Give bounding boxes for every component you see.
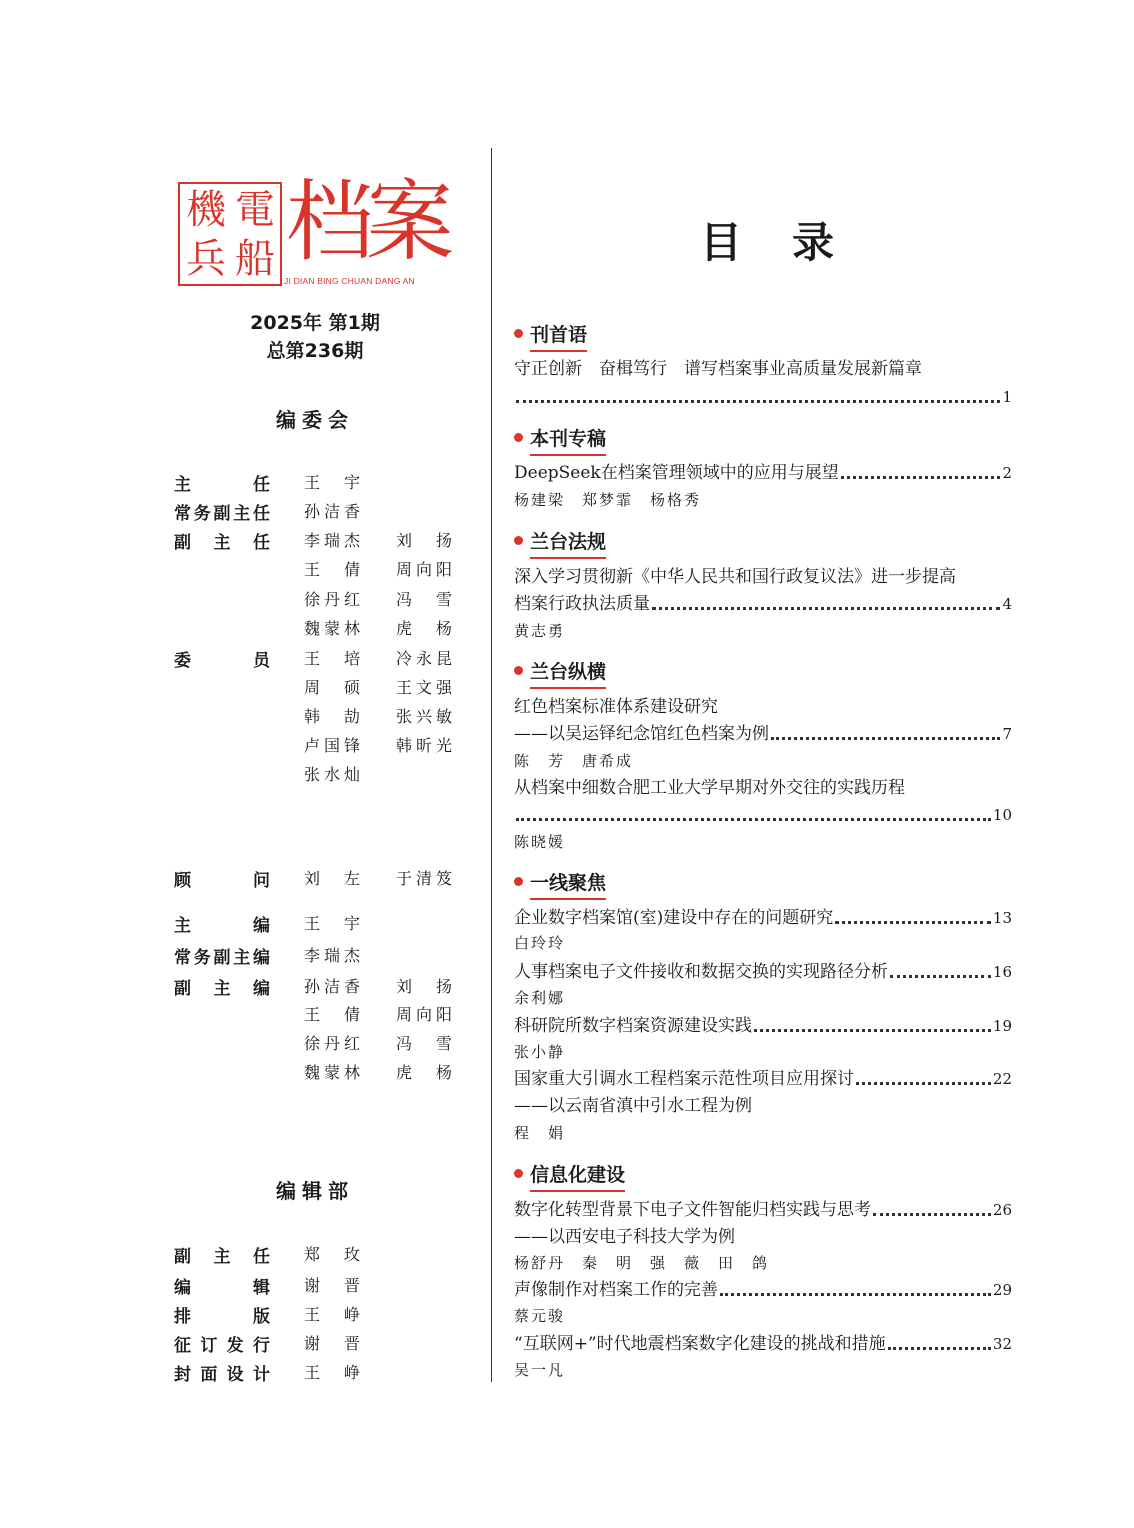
- staff-name: 徐 丹 红: [304, 1034, 360, 1053]
- staff-name: 冯 雪: [396, 590, 452, 609]
- toc-entry[interactable]: [514, 592, 1012, 616]
- entry-author: 杨舒丹 秦 明 强 薇 田 鸽: [514, 1254, 770, 1272]
- staff-name: 李 瑞 杰: [304, 946, 360, 965]
- seal-char: 船: [235, 236, 275, 282]
- category-label: 兰台纵横: [530, 657, 606, 689]
- staff-name: 魏 蒙 林: [304, 1063, 360, 1082]
- leader-dots: [754, 1029, 991, 1032]
- entry-title-line: ——以西安电子科技大学为例: [514, 1227, 735, 1247]
- column-divider: [491, 148, 492, 1382]
- staff-role: 副 主 任: [174, 1247, 270, 1267]
- page-number: 22: [992, 1070, 1012, 1088]
- staff-name: 冯 雪: [396, 1034, 452, 1053]
- entry-title: 科研院所数字档案资源建设实践: [514, 1016, 752, 1036]
- category-label: 本刊专稿: [530, 424, 606, 456]
- leader-dots: [856, 1082, 991, 1085]
- page-number: 7: [1002, 725, 1012, 743]
- staff-role: 副 主 任: [174, 533, 270, 553]
- toc-entry[interactable]: [514, 1332, 1012, 1356]
- seal-char: 兵: [186, 236, 226, 282]
- entry-title-line: 从档案中细数合肥工业大学早期对外交往的实践历程: [514, 778, 905, 798]
- staff-role: 编 辑: [174, 1278, 270, 1298]
- leader-dots: [835, 921, 991, 924]
- entry-title: 国家重大引调水工程档案示范性项目应用探讨: [514, 1069, 854, 1089]
- leader-dots: [888, 1347, 991, 1350]
- entry-title-line: 红色档案标准体系建设研究: [514, 697, 718, 717]
- staff-name: 王 倩: [304, 1005, 360, 1024]
- staff-name: 王 峥: [304, 1305, 360, 1324]
- toc-entry[interactable]: [514, 385, 1012, 409]
- staff-name: 王 倩: [304, 560, 360, 579]
- page-number: 29: [992, 1281, 1012, 1299]
- entry-author: 张小静: [514, 1043, 566, 1061]
- staff-name: 王 文 强: [396, 678, 452, 697]
- entry-title: DeepSeek在档案管理领域中的应用与展望: [514, 463, 839, 483]
- toc-title: 目录: [700, 218, 885, 267]
- staff-name: 刘 扬: [396, 977, 452, 996]
- staff-role: 征 订 发 行: [174, 1336, 270, 1356]
- entry-title: 人事档案电子文件接收和数据交换的实现路径分析: [514, 962, 888, 982]
- entry-author: 杨建梁 郑梦霏 杨格秀: [514, 491, 702, 509]
- staff-role: 排 版: [174, 1307, 270, 1327]
- leader-dots: [890, 975, 991, 978]
- masthead-column: [0, 0, 492, 1528]
- staff-name: 韩 劼: [304, 707, 360, 726]
- entry-title: “互联网+”时代地震档案数字化建设的挑战和措施: [514, 1334, 886, 1354]
- editorial-board-title: 编委会: [276, 408, 354, 432]
- toc-entry[interactable]: [514, 803, 1012, 827]
- toc-entry[interactable]: [514, 906, 1012, 930]
- staff-role: 封 面 设 计: [174, 1365, 270, 1385]
- staff-name: 冷 永 昆: [396, 649, 452, 668]
- staff-role: 常 务 副 主 任: [174, 504, 270, 524]
- journal-logo: [178, 170, 448, 290]
- issue-number: 2025年 第1期: [250, 312, 380, 334]
- staff-name: 孙 洁 香: [304, 502, 360, 521]
- seal-char: 電: [235, 187, 275, 233]
- staff-name: 虎 杨: [396, 619, 452, 638]
- leader-dots: [720, 1293, 991, 1296]
- category-bullet-icon: [514, 433, 523, 442]
- entry-title: 数字化转型背景下电子文件智能归档实践与思考: [514, 1200, 871, 1220]
- category-bullet-icon: [514, 877, 523, 886]
- page-number: 16: [992, 963, 1012, 981]
- seal-char: 機: [186, 187, 226, 233]
- leader-dots: [516, 818, 991, 821]
- leader-dots: [516, 400, 1000, 403]
- staff-name: 王 峥: [304, 1363, 360, 1382]
- category-bullet-icon: [514, 329, 523, 338]
- leader-dots: [652, 607, 1000, 610]
- staff-name: 周 向 阳: [396, 560, 452, 579]
- entry-title: ——以吴运铎纪念馆红色档案为例: [514, 724, 769, 744]
- staff-name: 韩 昕 光: [396, 736, 452, 755]
- entry-title-line: ——以云南省滇中引水工程为例: [514, 1096, 752, 1116]
- logo-pinyin: JI DIAN BING CHUAN DANG AN: [284, 276, 415, 286]
- category-label: 兰台法规: [530, 527, 606, 559]
- logo-brush-title: 档案: [286, 170, 447, 273]
- staff-name: 王 宇: [304, 914, 360, 933]
- category-bullet-icon: [514, 666, 523, 675]
- entry-author: 陈 芳 唐希成: [514, 752, 634, 770]
- staff-name: 郑 玫: [304, 1245, 360, 1264]
- leader-dots: [841, 476, 1001, 479]
- page-number: 1: [1002, 388, 1012, 406]
- issue-total: 总第236期: [266, 340, 364, 362]
- entry-author: 陈晓媛: [514, 833, 566, 851]
- staff-name: 周 向 阳: [396, 1005, 452, 1024]
- entry-title-line: 守正创新 奋楫笃行 谱写档案事业高质量发展新篇章: [514, 359, 922, 379]
- staff-role: 主 编: [174, 916, 270, 936]
- staff-name: 周 硕: [304, 678, 360, 697]
- staff-name: 李 瑞 杰: [304, 531, 360, 550]
- entry-author: 余利娜: [514, 989, 566, 1007]
- toc-entry[interactable]: [514, 1014, 1012, 1038]
- page-number: 13: [992, 909, 1012, 927]
- seal-logo: [178, 182, 282, 286]
- editorial-dept-title: 编辑部: [276, 1179, 354, 1203]
- entry-title: 声像制作对档案工作的完善: [514, 1280, 718, 1300]
- page-number: 32: [992, 1335, 1012, 1353]
- staff-name: 谢 晋: [304, 1276, 360, 1295]
- staff-name: 孙 洁 香: [304, 977, 360, 996]
- entry-title: 企业数字档案馆(室)建设中存在的问题研究: [514, 908, 834, 928]
- staff-name: 刘 左: [304, 869, 360, 888]
- page-number: 26: [992, 1201, 1012, 1219]
- page-number: 4: [1002, 595, 1012, 613]
- staff-name: 卢 国 锋: [304, 736, 360, 755]
- staff-role: 委 员: [174, 651, 270, 671]
- category-bullet-icon: [514, 536, 523, 545]
- toc-entry[interactable]: [514, 461, 1012, 485]
- staff-role: 顾 问: [174, 871, 270, 891]
- staff-name: 王 宇: [304, 473, 360, 492]
- entry-author: 吴一凡: [514, 1361, 566, 1379]
- entry-title: 档案行政执法质量: [514, 594, 650, 614]
- staff-name: 魏 蒙 林: [304, 619, 360, 638]
- staff-name: 张 水 灿: [304, 765, 360, 784]
- category-label: 一线聚焦: [530, 868, 606, 900]
- toc-entry[interactable]: [514, 1278, 1012, 1302]
- staff-role: 常 务 副 主 编: [174, 948, 270, 968]
- leader-dots: [873, 1213, 991, 1216]
- staff-name: 徐 丹 红: [304, 590, 360, 609]
- category-label: 信息化建设: [530, 1160, 625, 1192]
- toc-entry[interactable]: [514, 960, 1012, 984]
- staff-name: 谢 晋: [304, 1334, 360, 1353]
- staff-name: 王 培: [304, 649, 360, 668]
- page-number: 10: [992, 806, 1012, 824]
- staff-name: 虎 杨: [396, 1063, 452, 1082]
- toc-entry[interactable]: [514, 1067, 1012, 1091]
- entry-title-line: 深入学习贯彻新《中华人民共和国行政复议法》进一步提高: [514, 567, 956, 587]
- category-bullet-icon: [514, 1169, 523, 1178]
- staff-name: 张 兴 敏: [396, 707, 452, 726]
- category-label: 刊首语: [530, 320, 587, 352]
- entry-author: 白玲玲: [514, 934, 566, 952]
- staff-name: 刘 扬: [396, 531, 452, 550]
- staff-name: 于 清 笈: [396, 869, 452, 888]
- entry-author: 黄志勇: [514, 622, 566, 640]
- entry-author: 蔡元骏: [514, 1307, 566, 1325]
- staff-role: 副 主 编: [174, 979, 270, 999]
- toc-entry[interactable]: [514, 1198, 1012, 1222]
- toc-entry[interactable]: [514, 722, 1012, 746]
- staff-role: 主 任: [174, 475, 270, 495]
- leader-dots: [771, 737, 1000, 740]
- page-number: 19: [992, 1017, 1012, 1035]
- page-number: 2: [1002, 464, 1012, 482]
- entry-author: 程 娟: [514, 1124, 566, 1142]
